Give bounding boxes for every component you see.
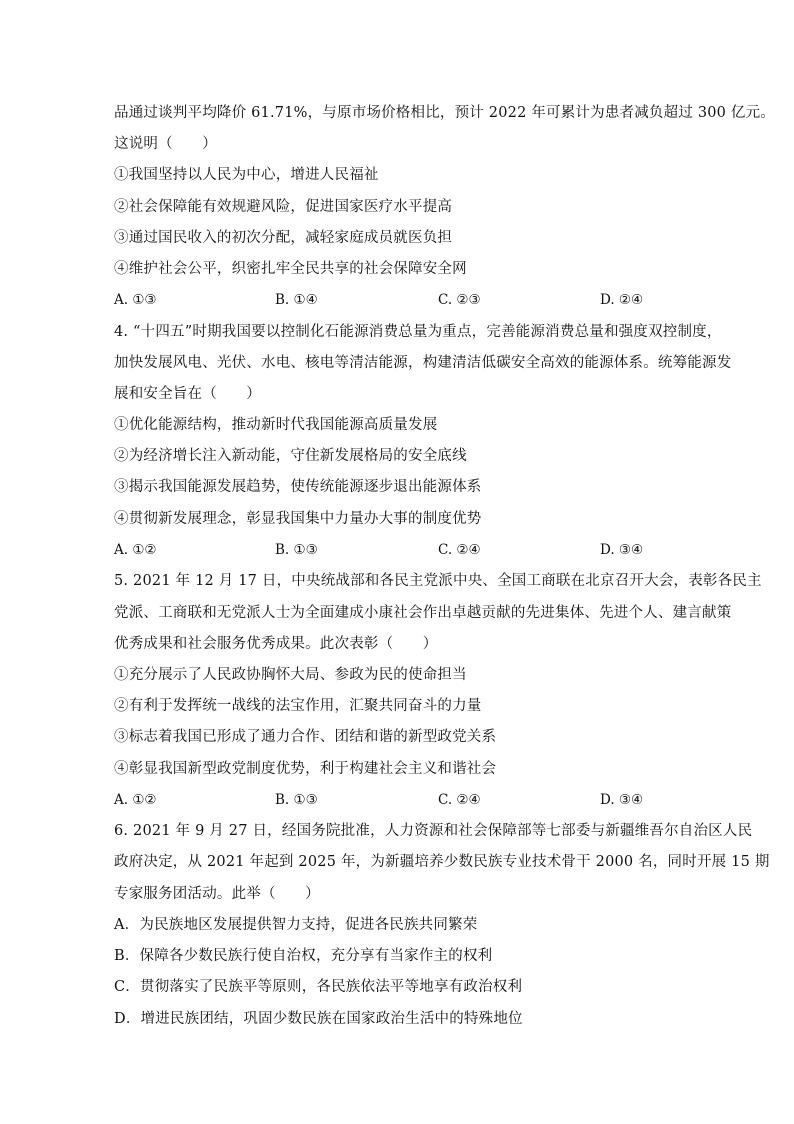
- q3-statement-1: ①我国坚持以人民为中心，增进人民福祉: [114, 167, 379, 183]
- q5-statement-3: ③标志着我国已形成了通力合作、团结和谐的新型政党关系: [114, 729, 497, 745]
- q4-statement-1: ①优化能源结构，推动新时代我国能源高质量发展: [114, 417, 438, 433]
- q4-statement-3: ③揭示我国能源发展趋势，使传统能源逐步退出能源体系: [114, 479, 482, 495]
- q5-option-c[interactable]: C. ②④: [438, 792, 481, 808]
- q6-stem-line-1: 6. 2021 年 9 月 27 日，经国务院批准，人力资源和社会保障部等七部委与新疆维吾尔自治区人民: [114, 823, 753, 839]
- q6-stem-line-2: 政府决定，从 2021 年起到 2025 年，为新疆培养少数民族专业技术骨干 2000 名，同时开展 15 期: [114, 854, 770, 870]
- q3-statement-2: ②社会保障能有效规避风险，促进国家医疗水平提高: [114, 199, 453, 215]
- q6-stem-line-3: 专家服务团活动。此举（ ）: [114, 886, 320, 902]
- q5-statement-2: ②有利于发挥统一战线的法宝作用，汇聚共同奋斗的力量: [114, 698, 482, 714]
- q4-stem-line-2: 加快发展风电、光伏、水电、核电等清洁能源，构建清洁低碳安全高效的能源体系。统筹能源发: [114, 355, 732, 371]
- q5-option-b[interactable]: B. ①③: [275, 792, 318, 808]
- q4-option-d[interactable]: D. ③④: [600, 542, 644, 558]
- q4-option-b[interactable]: B. ①③: [275, 542, 318, 558]
- q5-option-a[interactable]: A. ①②: [114, 792, 157, 808]
- q3-option-a[interactable]: A. ①③: [114, 292, 157, 308]
- q3-option-b[interactable]: B. ①④: [275, 292, 318, 308]
- q5-stem-line-2: 党派、工商联和无党派人士为全面建成小康社会作出卓越贡献的先进集体、先进个人、建言献策: [114, 605, 732, 621]
- q4-statement-4: ④贯彻新发展理念，彰显我国集中力量办大事的制度优势: [114, 511, 482, 527]
- q5-option-d[interactable]: D. ③④: [600, 792, 644, 808]
- q3-stem-line-2: 这说明（ ）: [114, 136, 217, 152]
- q6-choice-a[interactable]: A．为民族地区发展提供智力支持，促进各民族共同繁荣: [114, 917, 478, 933]
- q4-statement-2: ②为经济增长注入新动能，守住新发展格局的安全底线: [114, 448, 467, 464]
- q3-statement-4: ④维护社会公平，织密扎牢全民共享的社会保障安全网: [114, 261, 467, 277]
- q4-stem-line-3: 展和安全旨在（ ）: [114, 386, 261, 402]
- q3-option-c[interactable]: C. ②③: [438, 292, 481, 308]
- q6-choice-d[interactable]: D．增进民族团结，巩固少数民族在国家政治生活中的特殊地位: [114, 1011, 523, 1027]
- q6-choice-b[interactable]: B．保障各少数民族行使自治权，充分享有当家作主的权利: [114, 948, 493, 964]
- q5-options: [114, 790, 714, 810]
- q3-option-d[interactable]: D. ②④: [600, 292, 644, 308]
- q4-option-c[interactable]: C. ②④: [438, 542, 481, 558]
- q5-statement-4: ④彰显我国新型政党制度优势，利于构建社会主义和谐社会: [114, 761, 497, 777]
- q3-stem-line-1: 品通过谈判平均降价 61.71%，与原市场价格相比，预计 2022 年可累计为患者减负超过 300 亿元。: [114, 105, 776, 121]
- q5-stem-line-1: 5. 2021 年 12 月 17 日，中央统战部和各民主党派中央、全国工商联在北京召开大会，表彰各民主: [114, 573, 762, 589]
- q6-choice-c[interactable]: C．贯彻落实了民族平等原则，各民族依法平等地享有政治权利: [114, 979, 523, 995]
- q4-options: [114, 540, 714, 560]
- q4-option-a[interactable]: A. ①②: [114, 542, 157, 558]
- q5-stem-line-3: 优秀成果和社会服务优秀成果。此次表彰（ ）: [114, 636, 438, 652]
- q5-statement-1: ①充分展示了人民政协胸怀大局、参政为民的使命担当: [114, 667, 467, 683]
- q3-options: [114, 290, 714, 310]
- q4-stem-line-1: 4. “十四五”时期我国要以控制化石能源消费总量为重点，完善能源消费总量和强度双控制度，: [114, 324, 722, 340]
- q3-statement-3: ③通过国民收入的初次分配，减轻家庭成员就医负担: [114, 230, 453, 246]
